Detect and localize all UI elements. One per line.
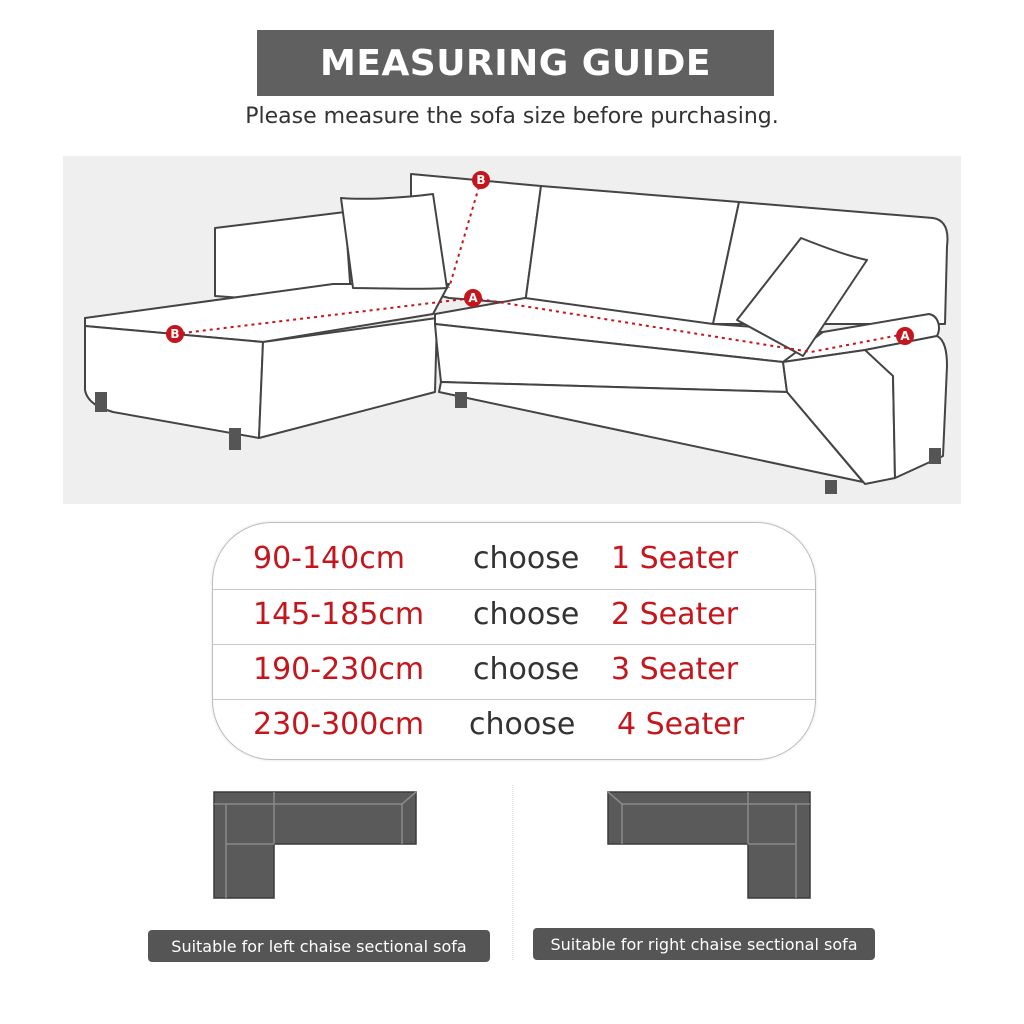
- choose-word: choose: [473, 652, 580, 687]
- seater-label: 4 Seater: [617, 707, 745, 742]
- leg: [455, 392, 467, 408]
- title-banner: [257, 30, 774, 96]
- row-divider: [213, 589, 815, 590]
- row-divider: [213, 699, 815, 700]
- svg-text:B: B: [476, 173, 486, 187]
- svg-text:A: A: [468, 291, 478, 305]
- right-chaise-sofa-icon: [606, 788, 812, 900]
- pillow-left: [341, 194, 447, 289]
- subtitle: Please measure the sofa size before purchasing.: [245, 104, 779, 129]
- seater-label: 3 Seater: [611, 652, 739, 687]
- choose-word: choose: [469, 707, 576, 742]
- size-row: [213, 541, 815, 596]
- right-chaise-caption: Suitable for right chaise sectional sofa: [533, 928, 875, 960]
- svg-text:A: A: [900, 329, 910, 343]
- vertical-separator: [512, 785, 513, 960]
- marker-b-top: [472, 171, 490, 189]
- marker-b-left: [166, 325, 184, 343]
- sofa-illustration: [63, 156, 961, 504]
- page-title: MEASURING GUIDE: [320, 42, 711, 84]
- size-row: [213, 707, 815, 762]
- size-range: 145-185cm: [253, 597, 425, 632]
- leg: [929, 448, 941, 464]
- seater-label: 2 Seater: [611, 597, 739, 632]
- leg: [229, 428, 241, 450]
- left-chaise-sofa-icon: [212, 788, 418, 900]
- leg: [825, 480, 837, 494]
- size-range: 190-230cm: [253, 652, 425, 687]
- choose-word: choose: [473, 597, 580, 632]
- marker-a-right: [896, 327, 914, 345]
- leg: [95, 392, 107, 412]
- sofa-drawing: [63, 156, 961, 504]
- seater-label: 1 Seater: [611, 541, 739, 576]
- choose-word: choose: [473, 541, 580, 576]
- left-chaise-caption: Suitable for left chaise sectional sofa: [148, 930, 490, 962]
- row-divider: [213, 644, 815, 645]
- size-table: [212, 522, 816, 760]
- size-range: 230-300cm: [253, 707, 425, 742]
- size-range: 90-140cm: [253, 541, 405, 576]
- marker-a-mid: [464, 289, 482, 307]
- svg-text:B: B: [170, 327, 180, 341]
